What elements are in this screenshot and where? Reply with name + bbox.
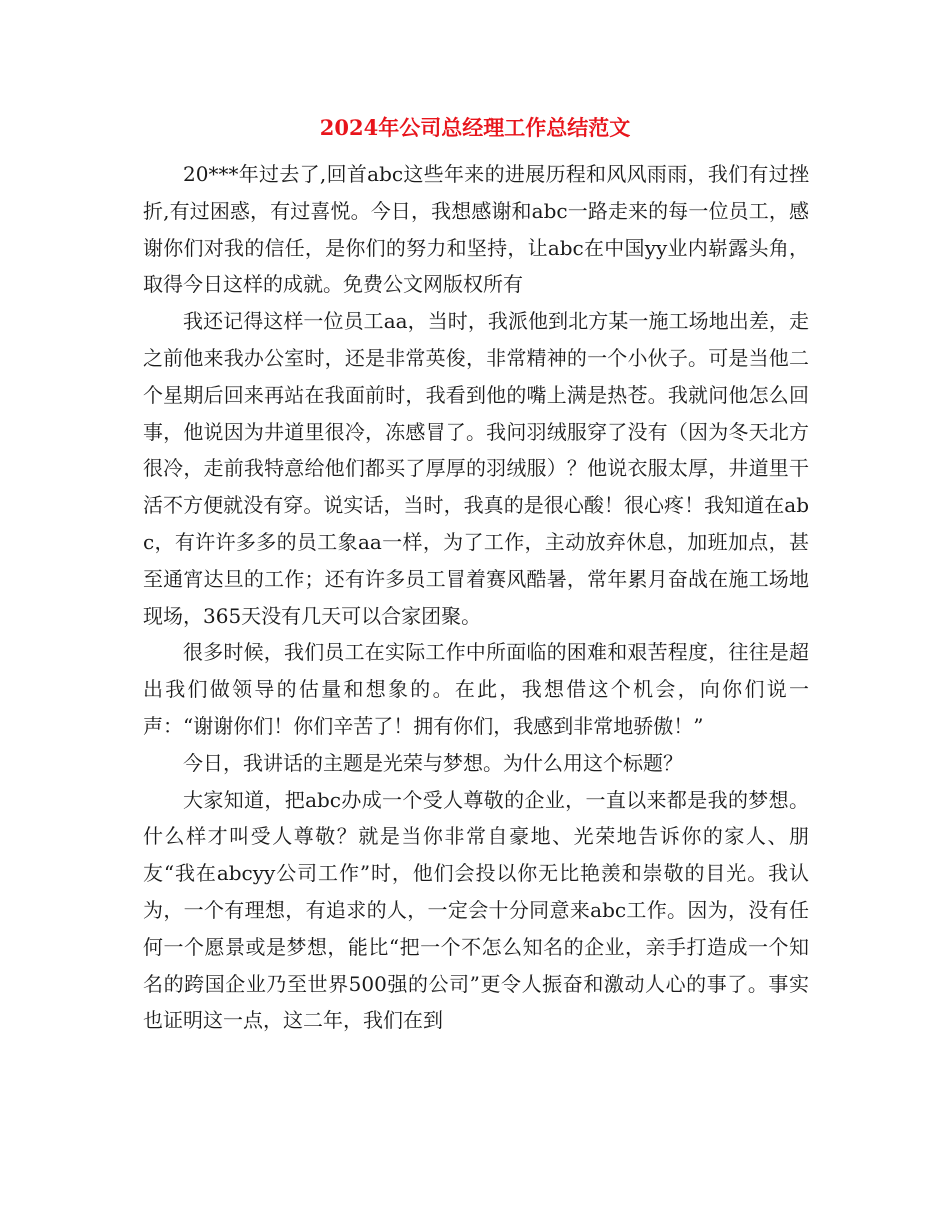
paragraph: 今日，我讲话的主题是光荣与梦想。为什么用这个标题？ xyxy=(183,750,683,775)
paragraph: 20***年过去了,回首abc这些年来的进展历程和风风雨雨，我们有过挫折,有过困惑，有过喜悦。今日，我想感谢和abc一路走来的每一位员工，感谢你们对我的信任，是你们的努力和坚持，让abc在中国yy业内崭露头角，取得今日这样的成就。免费公文网版权所有 xyxy=(143,162,809,297)
document-title: 2024年公司总经理工作总结范文 xyxy=(319,115,631,140)
document-body xyxy=(143,156,809,1039)
paragraph: 很多时候，我们员工在实际工作中所面临的困难和艰苦程度，往往是超出我们做领导的估量和想象的。在此，我想借这个机会，向你们说一声：“谢谢你们！你们辛苦了！拥有你们，我感到非常地骄傲！” xyxy=(143,640,809,738)
paragraph: 大家知道，把abc办成一个受人尊敬的企业，一直以来都是我的梦想。什么样才叫受人尊敬？就是当你非常自豪地、光荣地告诉你的家人、朋友“我在abcyy公司工作”时，他们会投以你无比艳羡和崇敬的目光。我认为，一个有理想，有追求的人，一定会十分同意来abc工作。因为，没有任何一个愿景或是梦想，能比“把一个不怎么知名的企业，亲手打造成一个知名的跨国企业乃至世界500强的公司”更令人振奋和激动人心的事了。事实也证明这一点，这二年，我们在到 xyxy=(143,787,809,1033)
paragraph: 我还记得这样一位员工aa，当时，我派他到北方某一施工场地出差，走之前他来我办公室时，还是非常英俊，非常精神的一个小伙子。可是当他二个星期后回来再站在我面前时，我看到他的嘴上满是热苍。我就问他怎么回事，他说因为井道里很冷，冻感冒了。我问羽绒服穿了没有（因为冬天北方很冷，走前我特意给他们都买了厚厚的羽绒服）？他说衣服太厚，井道里干活不方便就没有穿。说实话，当时，我真的是很心酸！很心疼！我知道在abc，有许许多多的员工象aa一样，为了工作，主动放弃休息，加班加点，甚至通宵达旦的工作；还有许多员工冒着赛风酷暑，常年累月奋战在施工场地现场，365天没有几天可以合家团聚。 xyxy=(143,309,809,628)
